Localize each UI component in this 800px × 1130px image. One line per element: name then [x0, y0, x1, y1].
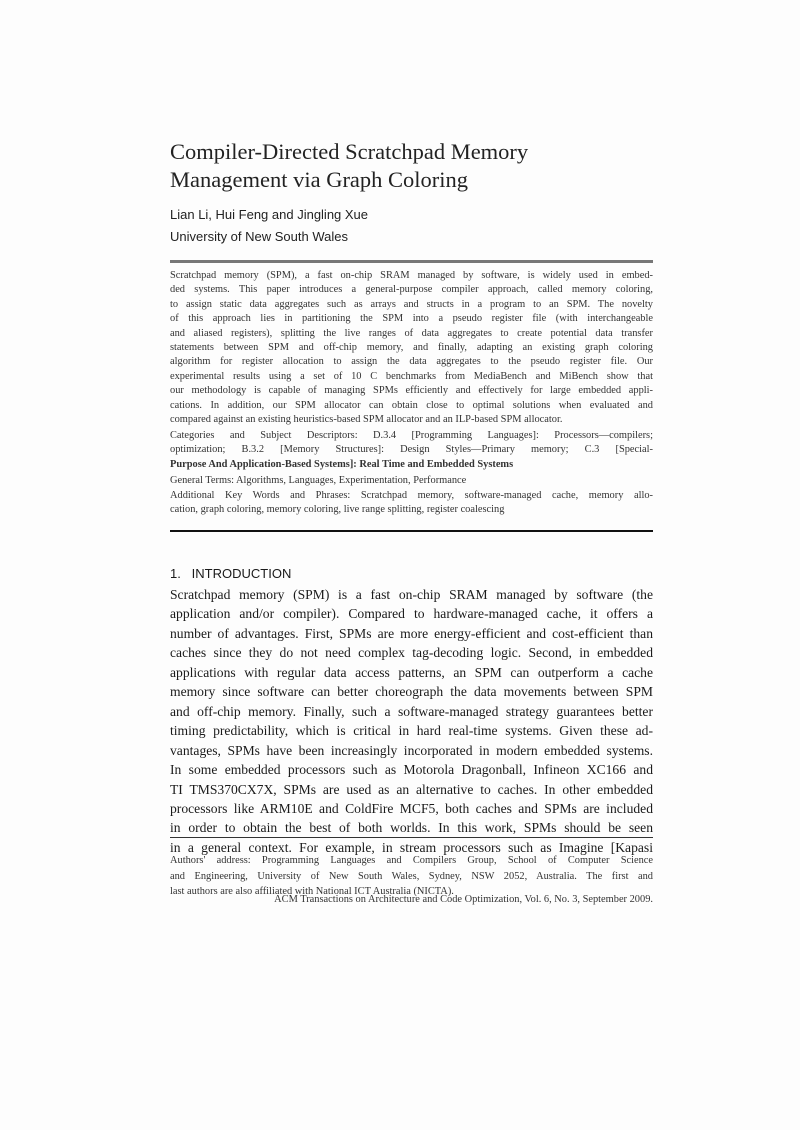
categories — [170, 429, 653, 472]
footnote-line: and Engineering, University of New South Wales, Sydney, NSW 2052, Australia. The first and — [170, 870, 653, 882]
top-rule — [170, 260, 653, 263]
categories-line: Categories and Subject Descriptors: D.3.4 [Programming Languages]: Processors—compilers; — [170, 430, 653, 441]
abstract-line: to assign static data aggregates such as arrays and structs in a program to an SPM. The novelty — [170, 298, 653, 310]
body-line: in order to obtain the best of both worlds. In this work, SPMs should be seen — [170, 820, 653, 836]
affiliation: University of New South Wales — [170, 229, 348, 244]
general-terms-text: General Terms: Algorithms, Languages, Experimentation, Performance — [170, 475, 467, 486]
body-line: processors like ARM10E and ColdFire MCF5, both caches and SPMs are included — [170, 800, 653, 816]
abstract — [170, 269, 653, 427]
abstract-line: our methodology is capable of managing SPMs efficiently and effectively for large embedded appli- — [170, 385, 653, 397]
body-line: and off-chip memory. Finally, such a software-managed strategy guarantees better — [170, 703, 653, 719]
title-line: Management via Graph Coloring — [170, 167, 469, 192]
footnote-line: Authors' address: Programming Languages and Compilers Group, School of Computer Science — [170, 855, 653, 866]
abstract-line: algorithm for register allocation to assign the data aggregates to the pseudo register file. Our — [170, 356, 653, 368]
body-line: TI TMS370CX7X, SPMs are used as an alternative to caches. In other embedded — [170, 781, 653, 797]
footnote-line: last authors are also affiliated with National ICT Australia (NICTA). — [170, 886, 454, 897]
body-line: in a general context. For example, in stream processors such as Imagine [Kapasi — [170, 839, 653, 855]
categories-line: optimization; B.3.2 [Memory Structures]: Design Styles—Primary memory; C.3 [Special- — [170, 444, 653, 456]
keywords-line: Additional Key Words and Phrases: Scratchpad memory, software-managed cache, memory allo- — [170, 490, 653, 501]
introduction-body — [170, 585, 653, 857]
footnote-rule — [170, 837, 653, 838]
general-terms — [170, 474, 653, 488]
section-heading: 1. INTRODUCTION — [170, 566, 292, 581]
paper-title — [170, 138, 653, 194]
keywords — [170, 489, 653, 518]
keywords-line: cation, graph coloring, memory coloring, live range splitting, register coalescing — [170, 504, 505, 516]
abstract-line: statements between SPM and off-chip memory, and finally, adapting an existing graph coloring — [170, 342, 653, 354]
body-line: applications with regular data access patterns, an SPM can outperform a cache — [170, 664, 653, 680]
abstract-line: experimental results using a set of 10 C benchmarks from MediaBench and MiBench show that — [170, 370, 653, 382]
abstract-line: and aliased registers), splitting the live ranges of data aggregates to create potential data transfer — [170, 327, 653, 339]
body-line: timing predictability, which is critical in hard real-time systems. Given these ad- — [170, 723, 653, 739]
body-line: caches since they do not need complex tag-decoding logic. Second, in embedded — [170, 645, 653, 661]
abstract-line: of this approach lies in partitioning the SPM into a pseudo register file (with interchangeable — [170, 313, 653, 325]
categories-line: Purpose And Application-Based Systems]: Real Time and Embedded Systems — [170, 458, 514, 470]
footnote — [170, 853, 653, 900]
body-line: memory since software can better choreograph the data movements between SPM — [170, 684, 653, 700]
body-line: In some embedded processors such as Motorola Dragonball, Infineon XC166 and — [170, 762, 653, 778]
body-line: number of advantages. First, SPMs are more energy-efficient and cost-efficient than — [170, 625, 653, 641]
body-line: application and/or compiler). Compared to hardware-managed cache, it offers a — [170, 606, 653, 622]
title-line: Compiler-Directed Scratchpad Memory — [170, 139, 529, 164]
abstract-line: ded systems. This paper introduces a general-purpose compiler approach, called memory coloring, — [170, 284, 653, 296]
body-line: vantages, SPMs have been increasingly incorporated in modern embedded systems. — [170, 742, 653, 758]
abstract-line: cations. In addition, our SPM allocator can obtain close to optimal solutions when evaluated and — [170, 399, 653, 411]
body-line: Scratchpad memory (SPM) is a fast on-chip SRAM managed by software (the — [170, 587, 653, 602]
journal-citation: ACM Transactions on Architecture and Code Optimization, Vol. 6, No. 3, September 2009. — [274, 894, 653, 905]
authors: Lian Li, Hui Feng and Jingling Xue — [170, 207, 369, 222]
abstract-bottom-rule — [170, 530, 653, 532]
abstract-line: Scratchpad memory (SPM), a fast on-chip SRAM managed by software, is widely used in embed- — [170, 270, 653, 281]
abstract-line: compared against an existing heuristics-based SPM allocator and an ILP-based SPM allocator. — [170, 414, 563, 426]
